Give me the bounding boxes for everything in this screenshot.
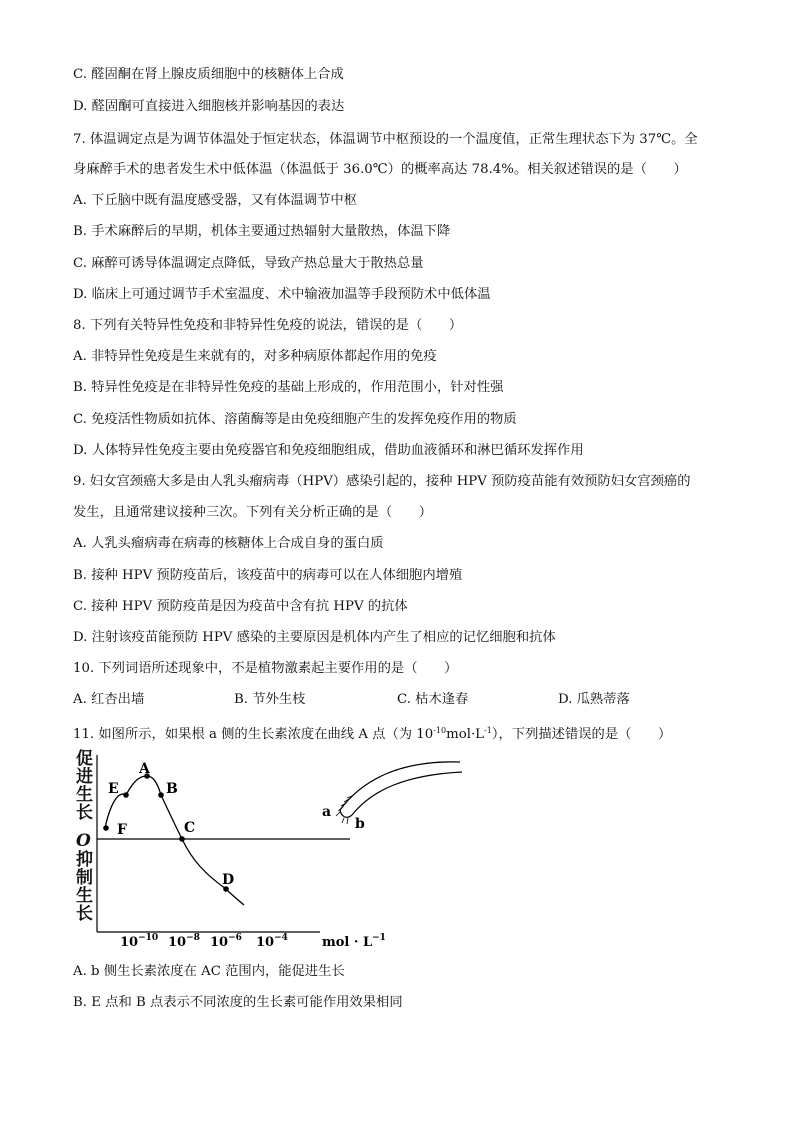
label-d: D xyxy=(222,872,235,888)
q7-stem-line1: 7. 体温调定点是为调节体温处于恒定状态，体温调节中枢预设的一个温度值，正常生理状态下为 37℃。全 xyxy=(73,132,698,147)
q7-stem-line2: 身麻醉手术的患者发生术中低体温（体温低于 36.0℃）的概率高达 78.4%。相关叙述错误的是（ ） xyxy=(73,162,687,177)
q9-option-c: C. 接种 HPV 预防疫苗是因为疫苗中含有抗 HPV 的抗体 xyxy=(73,599,408,614)
y-label-promote: 促 进 生 长 xyxy=(76,749,93,823)
x-tick-1e-10: $10^{-10}$ xyxy=(120,933,159,950)
root-hairs xyxy=(336,796,352,824)
point-b xyxy=(158,792,164,798)
option-d-prev: D. 醛固酮可直接进入细胞核并影响基因的表达 xyxy=(73,99,345,114)
label-f: F xyxy=(117,822,127,838)
label-b: B xyxy=(166,781,178,797)
label-e: E xyxy=(108,781,119,797)
option-c-prev: C. 醛固酮在肾上腺皮质细胞中的核糖体上合成 xyxy=(73,67,344,82)
q10-option-d: D. 瓜熟蒂落 xyxy=(558,692,630,707)
x-tick-1e-8: $10^{-8}$ xyxy=(168,933,200,950)
point-e xyxy=(123,792,129,798)
q11-option-b: B. E 点和 B 点表示不同浓度的生长素可能作用效果相同 xyxy=(73,995,403,1010)
q10-option-c: C. 枯木逢春 xyxy=(397,692,469,707)
q8-option-a: A. 非特异性免疫是生来就有的，对多种病原体都起作用的免疫 xyxy=(73,349,437,364)
q9-stem-line2: 发生，且通常建议接种三次。下列有关分析正确的是（ ） xyxy=(73,505,433,520)
root-outer xyxy=(340,762,460,810)
q8-option-c: C. 免疫活性物质如抗体、溶菌酶等是由免疫细胞产生的发挥免疫作用的物质 xyxy=(73,412,517,427)
q8-option-d: D. 人体特异性免疫主要由免疫器官和免疫细胞组成，借助血液循环和淋巴循环发挥作用 xyxy=(73,443,584,458)
root-label-a: a xyxy=(322,804,332,820)
q8-stem: 8. 下列有关特异性免疫和非特异性免疫的说法，错误的是（ ） xyxy=(73,318,463,333)
q10-option-b: B. 节外生枝 xyxy=(234,692,306,707)
x-tick-1e-6: $10^{-6}$ xyxy=(210,933,242,950)
q10-option-a: A. 红杏出墙 xyxy=(73,692,145,707)
root-label-b: b xyxy=(355,816,365,832)
label-a: A xyxy=(139,761,150,777)
q9-option-b: B. 接种 HPV 预防疫苗后，该疫苗中的病毒可以在人体细胞内增殖 xyxy=(73,568,463,583)
q7-option-a: A. 下丘脑中既有温度感受器，又有体温调节中枢 xyxy=(73,193,357,208)
y-label-inhibit: 抑 制 生 长 xyxy=(76,850,93,924)
point-c xyxy=(179,836,185,842)
q11-option-a: A. b 侧生长素浓度在 AC 范围内，能促进生长 xyxy=(73,964,345,979)
q10-stem: 10. 下列词语所述现象中，不是植物激素起主要作用的是（ ） xyxy=(73,661,458,676)
point-f xyxy=(103,825,109,831)
q9-option-a: A. 人乳头瘤病毒在病毒的核糖体上合成自身的蛋白质 xyxy=(73,536,384,551)
q9-option-d: D. 注射该疫苗能预防 HPV 感染的主要原因是机体内产生了相应的记忆细胞和抗体 xyxy=(73,630,556,645)
q9-stem-line1: 9. 妇女宫颈癌大多是由人乳头瘤病毒（HPV）感染引起的，接种 HPV 预防疫苗能有效预防妇女宫颈癌的 xyxy=(73,474,691,489)
x-tick-1e-4: $10^{-4}$ xyxy=(256,933,288,950)
origin-label: O xyxy=(76,831,91,851)
x-unit-label: mol · $L^{-1}$ xyxy=(322,933,386,950)
label-c: C xyxy=(184,820,196,836)
q8-option-b: B. 特异性免疫是在非特异性免疫的基础上形成的，作用范围小，针对性强 xyxy=(73,380,504,395)
q7-option-c: C. 麻醉可诱导体温调定点降低，导致产热总量大于散热总量 xyxy=(73,256,424,271)
root-inner xyxy=(352,772,462,815)
q7-option-b: B. 手术麻醉后的早期，机体主要通过热辐射大量散热，体温下降 xyxy=(73,224,451,239)
q11-stem: 11. 如图所示，如果根 a 侧的生长素浓度在曲线 A 点（为 $10^{-10}mol\cdot L^{-1}$），下列描述错误的是（ ） xyxy=(73,726,672,742)
root-tip xyxy=(340,810,352,817)
q7-option-d: D. 临床上可通过调节手术室温度、术中输液加温等手段预防术中低体温 xyxy=(73,287,491,302)
